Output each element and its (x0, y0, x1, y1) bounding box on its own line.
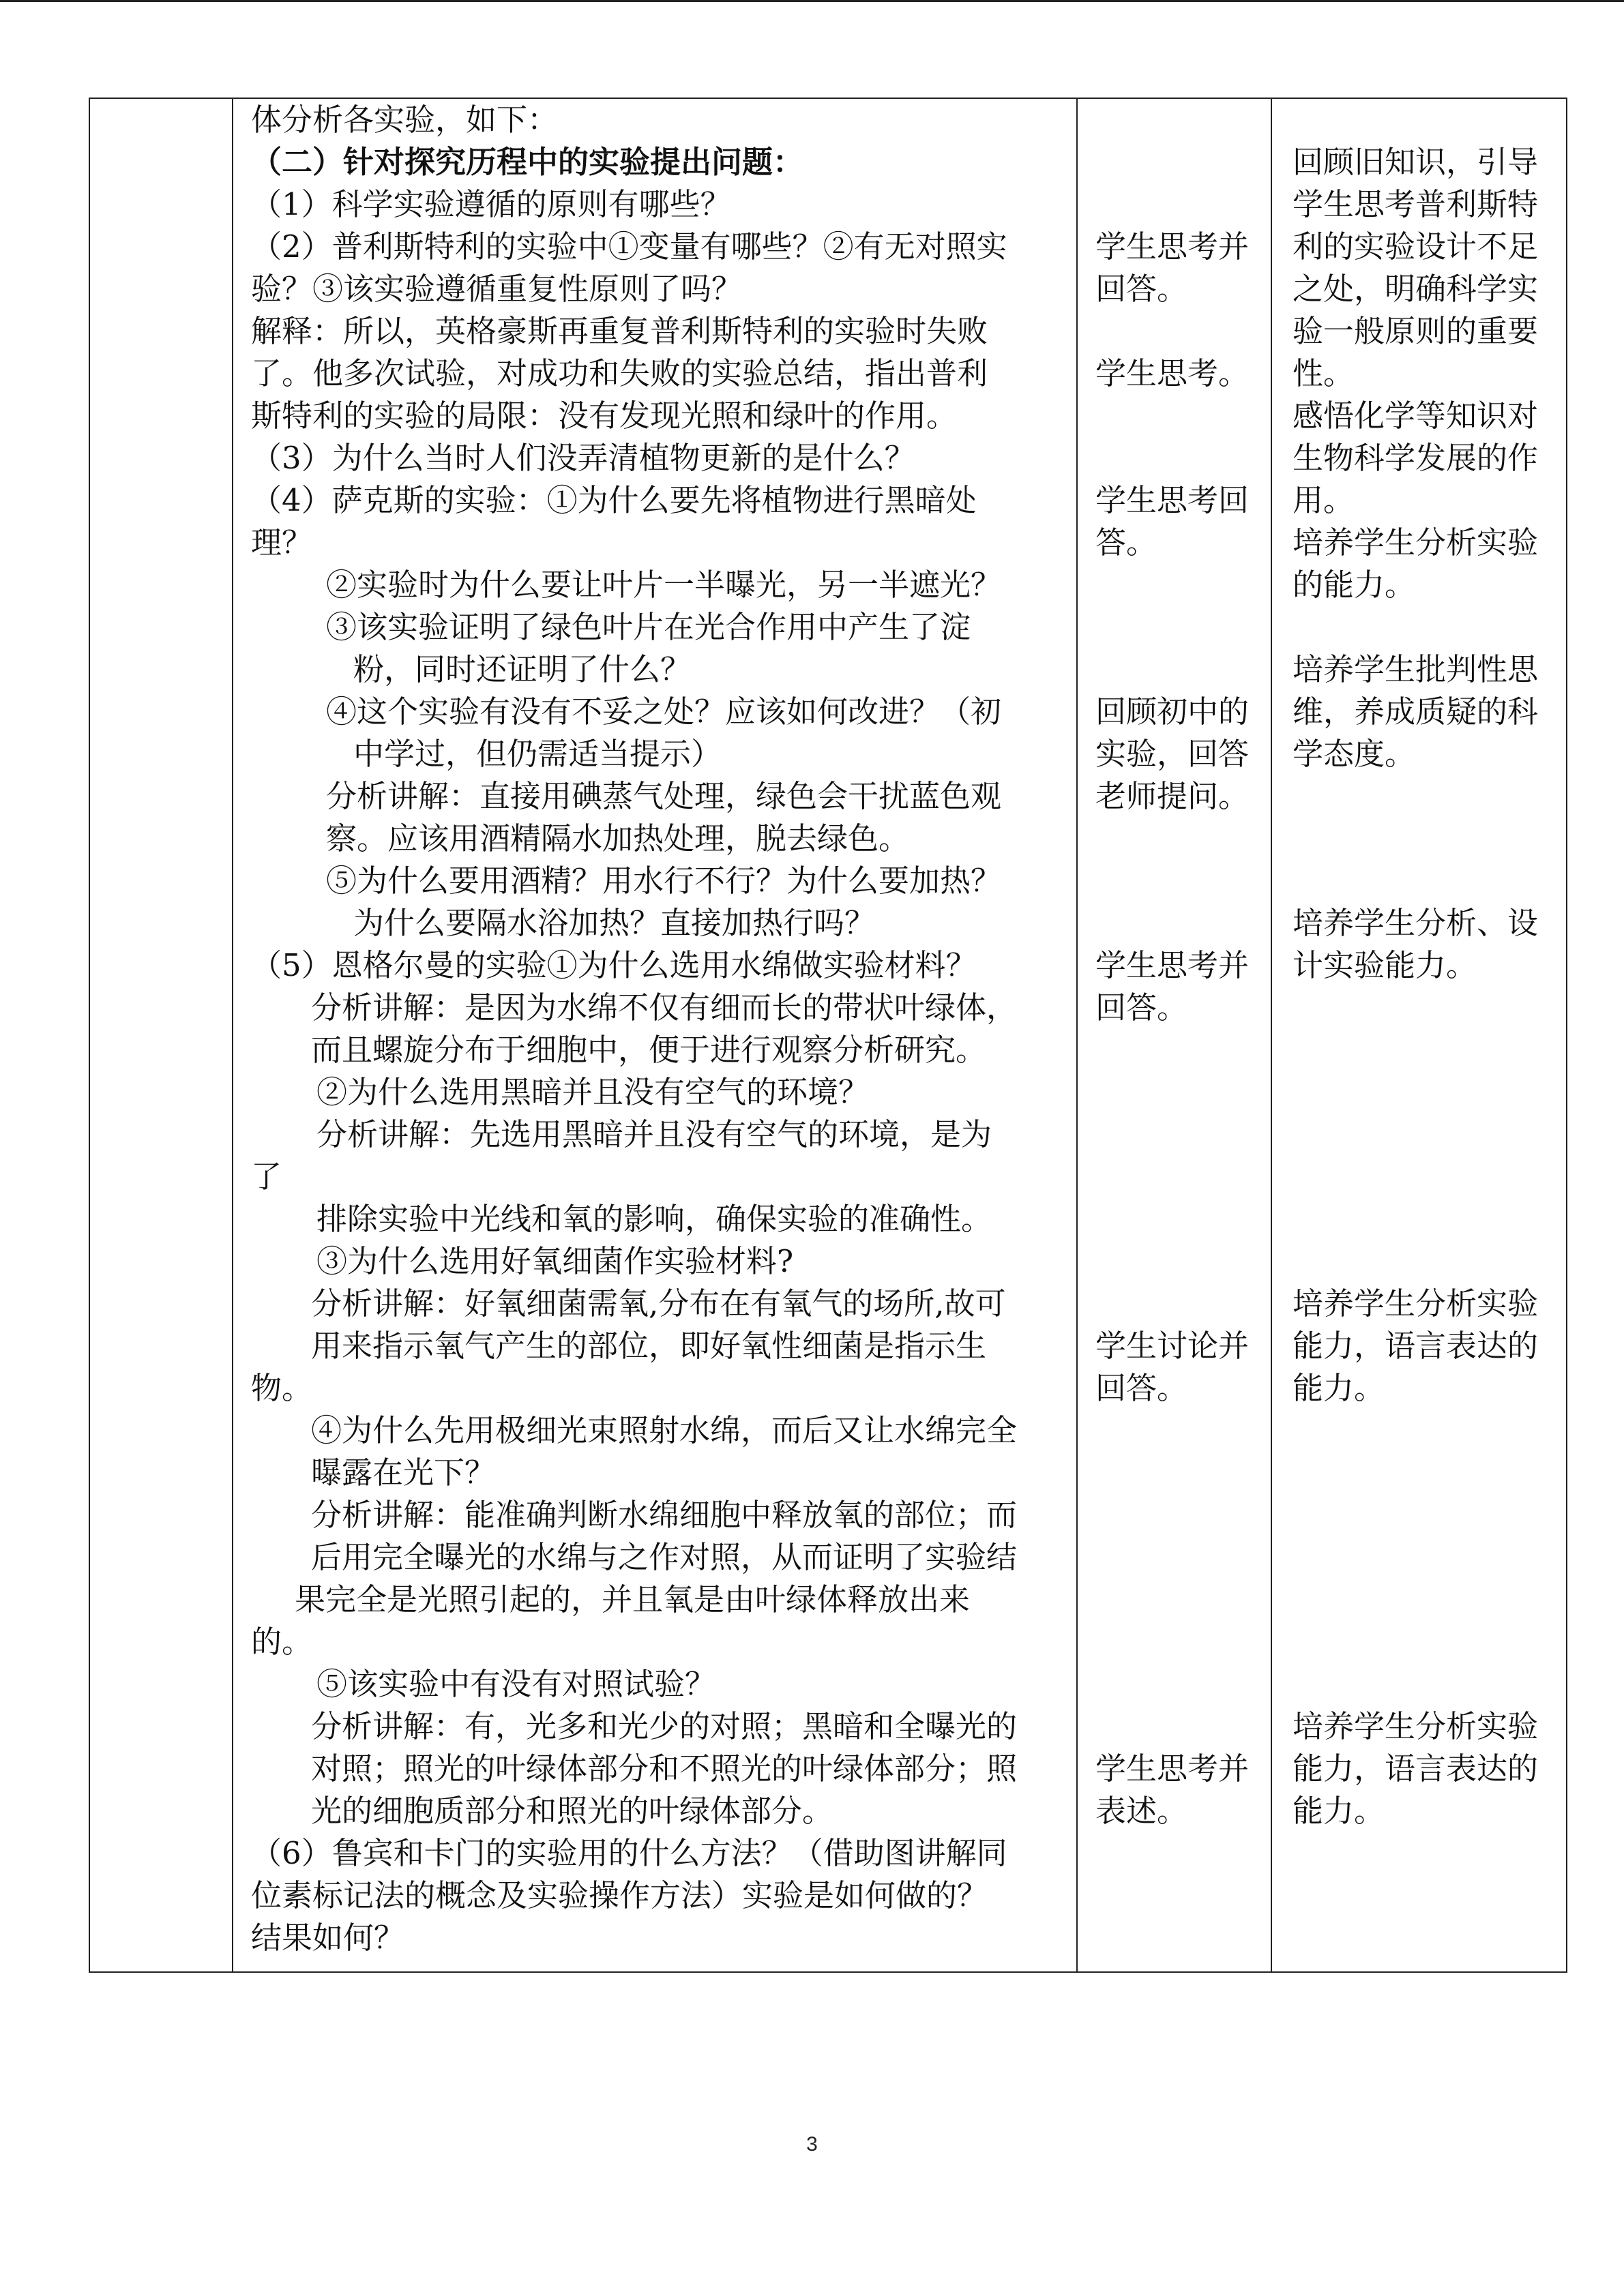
question-6-cont: 位素标记法的概念及实验操作方法）实验是如何做的？ (251, 1877, 988, 1913)
analysis-line: 光的细胞质部分和照光的叶绿体部分。 (311, 1793, 833, 1829)
design-intent-line: 验一般原则的重要 (1293, 313, 1539, 349)
design-intent-line: 维，养成质疑的科 (1293, 694, 1539, 730)
question-2-cont: 验？③该实验遵循重复性原则了吗？ (251, 271, 743, 307)
sub-question: ②为什么选用黑暗并且没有空气的环境？ (316, 1074, 870, 1110)
question-3: （3）为什么当时人们没弄清植物更新的是什么？ (251, 440, 915, 476)
design-intent-line: 感悟化学等知识对 (1293, 398, 1539, 434)
sub-question-cont: 为什么要隔水浴加热？直接加热行吗？ (353, 905, 876, 941)
design-intent-line: 的能力。 (1293, 567, 1416, 603)
analysis-line: 物。 (251, 1370, 313, 1406)
student-activity-line: 回答。 (1095, 271, 1188, 307)
student-activity-line: 学生思考。 (1095, 355, 1250, 391)
design-intent-line: 培养学生批判性思 (1293, 651, 1539, 687)
student-activity-line: 老师提问。 (1095, 778, 1250, 814)
teaching-process-column (251, 99, 1082, 1971)
design-intent-line: 性。 (1293, 355, 1355, 391)
design-intent-column (1278, 99, 1567, 1971)
student-activity-line: 答。 (1095, 524, 1157, 561)
explanation-line: 斯特利的实验的局限：没有发现光照和绿叶的作用。 (251, 398, 958, 434)
design-intent-line: 计实验能力。 (1293, 947, 1477, 983)
design-intent-line: 培养学生分析实验 (1293, 1285, 1539, 1322)
design-intent-line: 生物科学发展的作 (1293, 440, 1539, 476)
sub-question: ③为什么选用好氧细菌作实验材料? (316, 1243, 794, 1279)
analysis-line: 分析讲解：好氧细菌需氧,分布在有氧气的场所,故可 (311, 1285, 1006, 1322)
sub-question: ④为什么先用极细光束照射水绵，而后又让水绵完全 (311, 1412, 1018, 1448)
question-5: （5）恩格尔曼的实验①为什么选用水绵做实验材料？ (251, 947, 977, 983)
analysis-line: 而且螺旋分布于细胞中，便于进行观察分析研究。 (311, 1032, 987, 1068)
design-intent-line: 学态度。 (1293, 736, 1416, 772)
question-4-cont: 理？ (251, 524, 313, 561)
design-intent-line: 回顾旧知识，引导 (1293, 144, 1539, 180)
student-activity-line: 回顾初中的 (1095, 694, 1250, 730)
design-intent-line: 用。 (1293, 482, 1355, 518)
student-activity-line: 回答。 (1095, 989, 1188, 1026)
section-heading: （二）针对探究历程中的实验提出问题： (251, 144, 804, 180)
student-activity-column (1083, 99, 1275, 1971)
design-intent-line: 能力。 (1293, 1793, 1385, 1829)
process-line: 体分析各实验，如下： (251, 102, 559, 138)
analysis-line: 后用完全曝光的水绵与之作对照，从而证明了实验结 (311, 1539, 1018, 1575)
design-intent-line: 培养学生分析实验 (1293, 1708, 1539, 1744)
page-top-rule (0, 0, 1624, 2)
sub-question: ②实验时为什么要让叶片一半曝光，另一半遮光？ (326, 567, 1002, 603)
column-divider-1 (232, 99, 233, 1971)
student-activity-line: 学生讨论并 (1095, 1328, 1250, 1364)
question-6-cont: 结果如何？ (251, 1920, 405, 1956)
design-intent-line: 能力。 (1293, 1370, 1385, 1406)
sub-question: ⑤该实验中有没有对照试验？ (316, 1666, 716, 1702)
student-activity-line: 回答。 (1095, 1370, 1188, 1406)
student-activity-line: 实验，回答 (1095, 736, 1250, 772)
question-1: （1）科学实验遵循的原则有哪些？ (251, 186, 731, 222)
design-intent-line: 能力，语言表达的 (1293, 1328, 1539, 1364)
sub-question-cont: 粉，同时还证明了什么？ (353, 651, 692, 687)
design-intent-line: 之处，明确科学实 (1293, 271, 1539, 307)
sub-question: ③该实验证明了绿色叶片在光合作用中产生了淀 (326, 609, 971, 645)
sub-question: ⑤为什么要用酒精？用水行不行？为什么要加热？ (326, 863, 1002, 899)
analysis-line: 分析讲解：有，光多和光少的对照；黑暗和全曝光的 (311, 1708, 1018, 1744)
analysis-line: 排除实验中光线和氧的影响，确保实验的准确性。 (316, 1201, 992, 1237)
sub-question: ④这个实验有没有不妥之处？应该如何改进？（初 (326, 694, 1002, 730)
student-activity-line: 学生思考回 (1095, 482, 1250, 518)
sub-question-cont: 中学过，但仍需适当提示） (353, 736, 722, 772)
explanation-line: 解释：所以，英格豪斯再重复普利斯特利的实验时失败 (251, 313, 988, 349)
analysis-line: 用来指示氧气产生的部位，即好氧性细菌是指示生 (311, 1328, 987, 1364)
student-activity-line: 学生思考并 (1095, 228, 1250, 265)
page-number: 3 (806, 2133, 818, 2156)
sub-question-cont: 曝露在光下？ (311, 1455, 496, 1491)
analysis-line: 分析讲解：能准确判断水绵细胞中释放氧的部位；而 (311, 1497, 1018, 1533)
design-intent-line: 利的实验设计不足 (1293, 228, 1539, 265)
design-intent-line: 能力，语言表达的 (1293, 1750, 1539, 1787)
analysis-line: 果完全是光照引起的，并且氧是由叶绿体释放出来 (295, 1581, 971, 1617)
design-intent-line: 培养学生分析、设 (1293, 905, 1539, 941)
analysis-line: 了 (251, 1159, 282, 1195)
design-intent-line: 培养学生分析实验 (1293, 524, 1539, 561)
analysis-line: 分析讲解：先选用黑暗并且没有空气的环境，是为 (316, 1116, 992, 1152)
lesson-plan-table (89, 98, 1567, 1973)
question-6: （6）鲁宾和卡门的实验用的什么方法？（借助图讲解同 (251, 1835, 1007, 1871)
question-4: （4）萨克斯的实验：①为什么要先将植物进行黑暗处 (251, 482, 977, 518)
analysis-line: 的。 (251, 1624, 313, 1660)
analysis-line: 察。应该用酒精隔水加热处理，脱去绿色。 (326, 820, 910, 856)
question-2: （2）普利斯特利的实验中①变量有哪些？②有无对照实 (251, 228, 1007, 265)
analysis-line: 分析讲解：直接用碘蒸气处理，绿色会干扰蓝色观 (326, 778, 1002, 814)
analysis-line: 分析讲解：是因为水绵不仅有细而长的带状叶绿体， (311, 989, 1018, 1026)
design-intent-line: 学生思考普利斯特 (1293, 186, 1539, 222)
explanation-line: 了。他多次试验，对成功和失败的实验总结，指出普利 (251, 355, 988, 391)
student-activity-line: 表述。 (1095, 1793, 1188, 1829)
student-activity-line: 学生思考并 (1095, 1750, 1250, 1787)
analysis-line: 对照；照光的叶绿体部分和不照光的叶绿体部分；照 (311, 1750, 1018, 1787)
student-activity-line: 学生思考并 (1095, 947, 1250, 983)
